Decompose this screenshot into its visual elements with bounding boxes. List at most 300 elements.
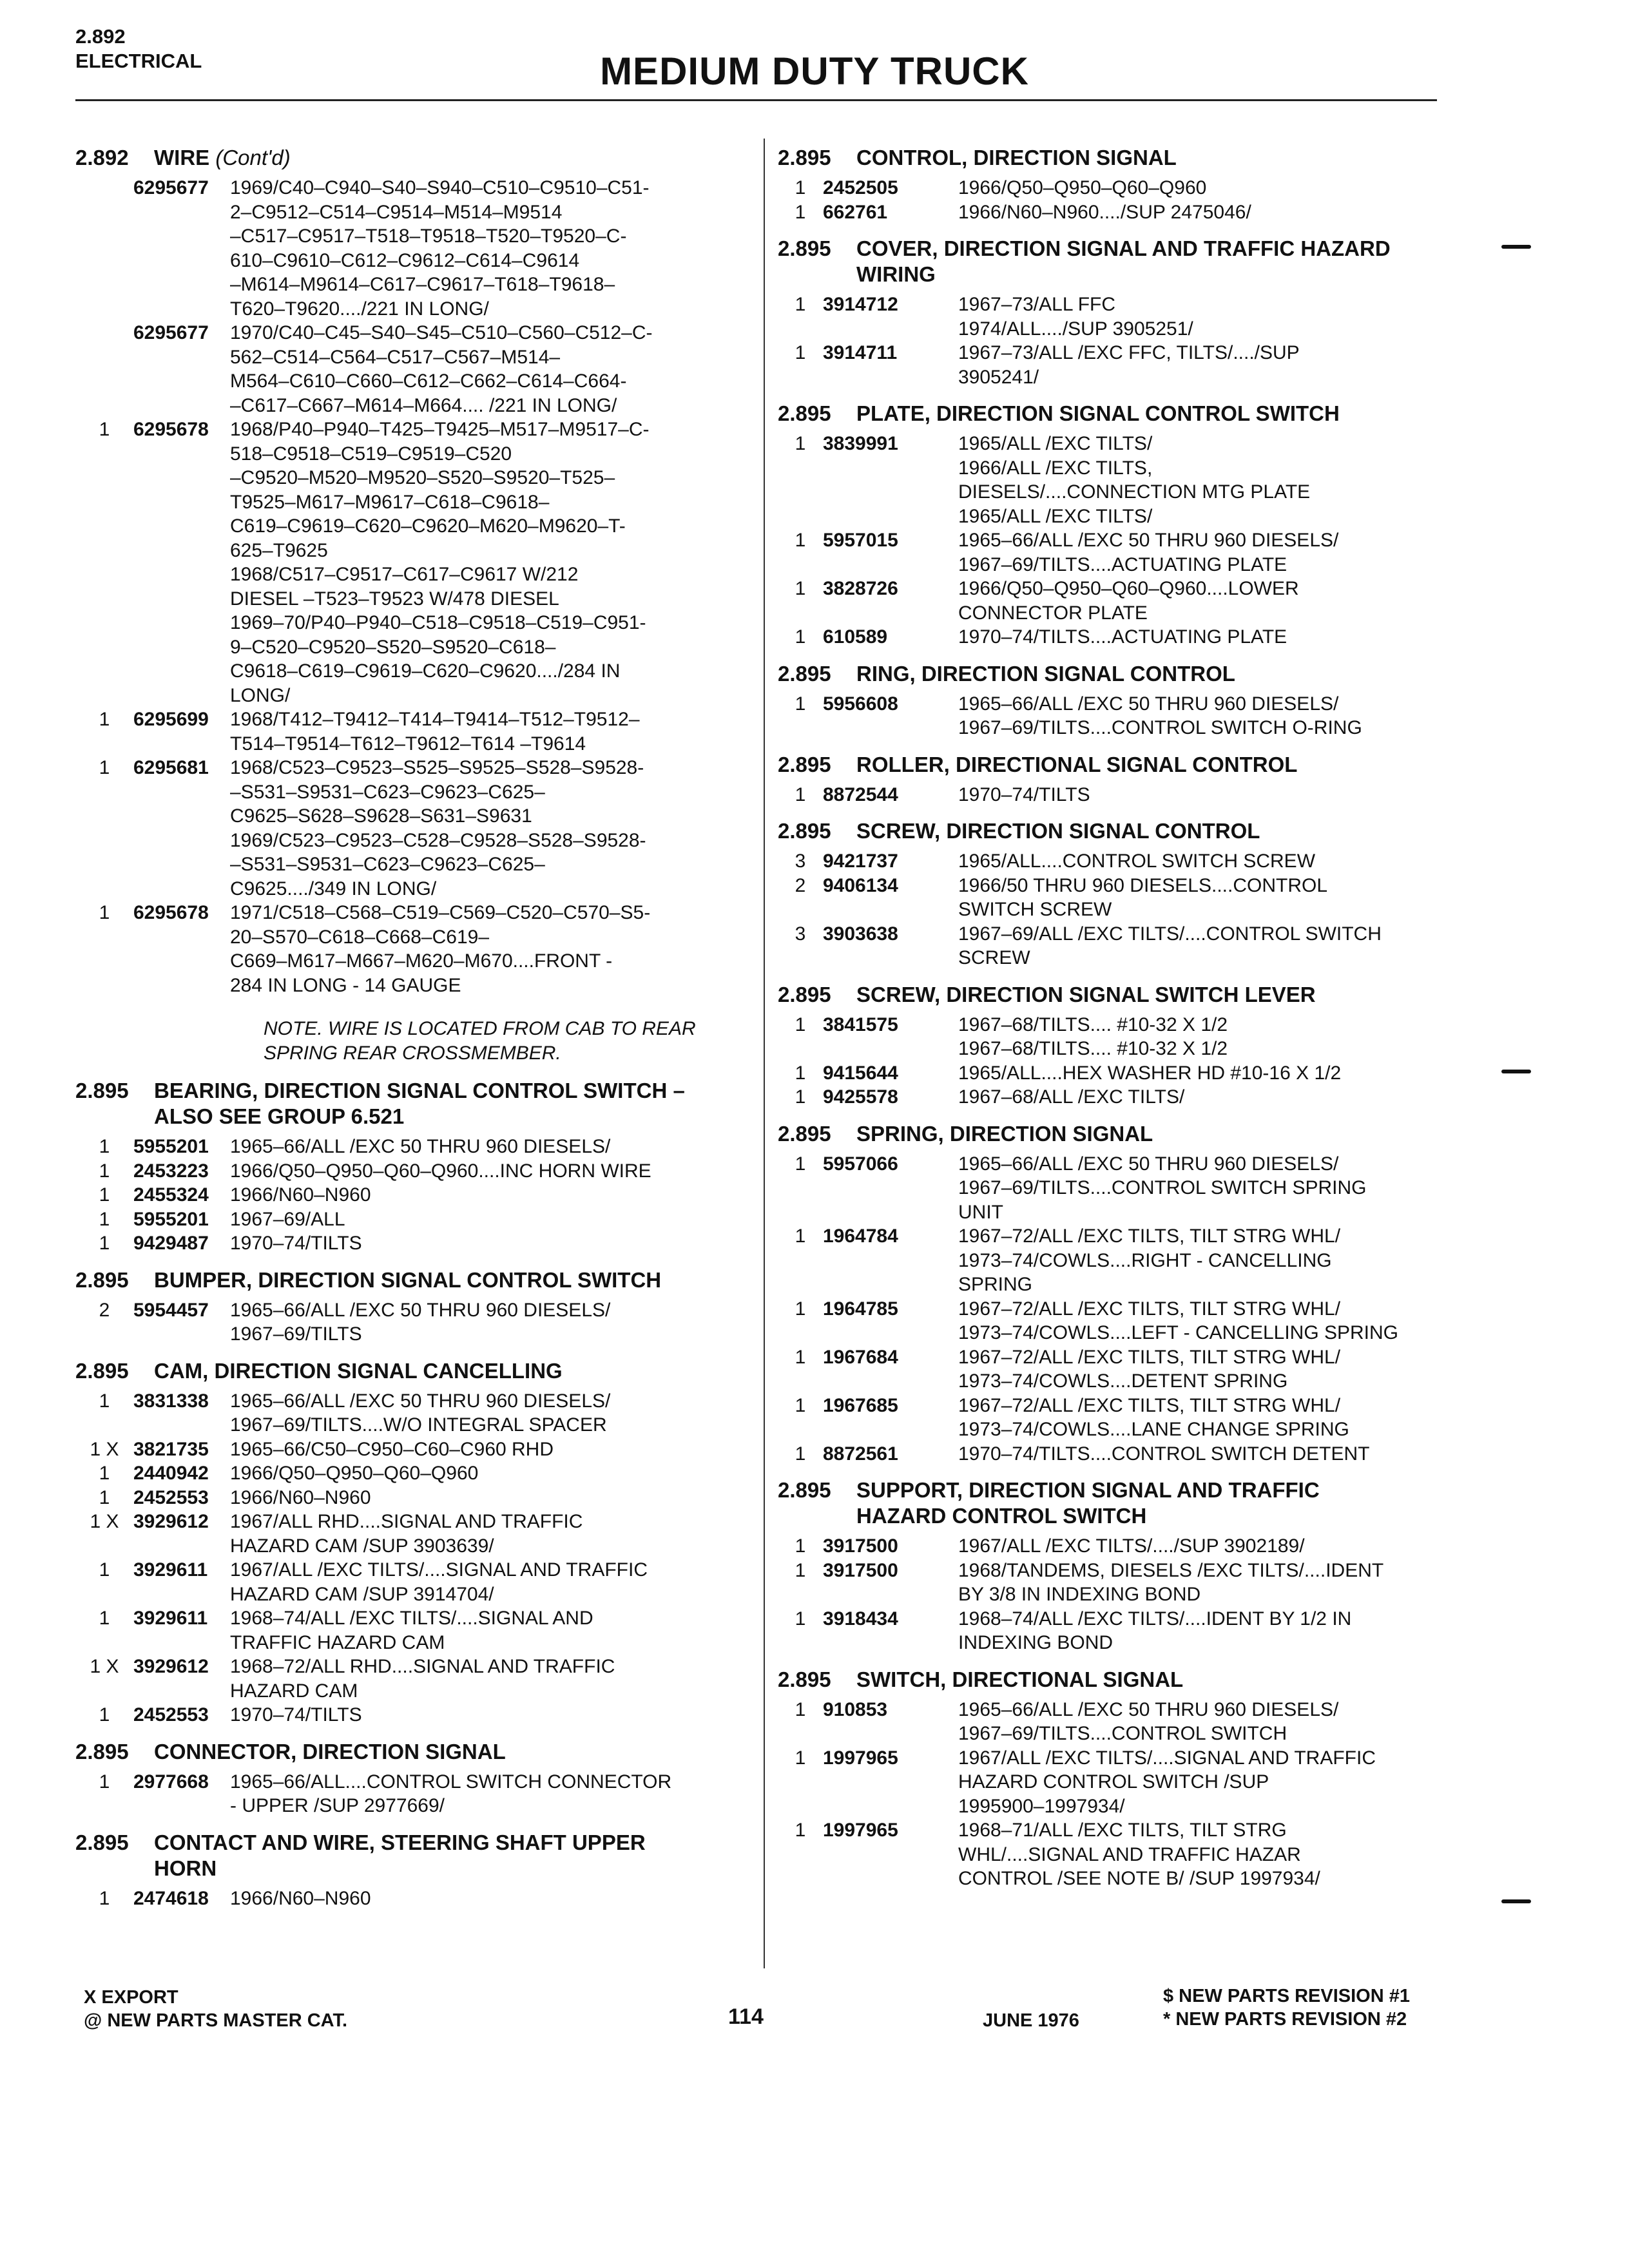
- part-application: 1968–71/ALL /EXC TILTS, TILT STRG WHL/....SIGNAL AND TRAFFIC HAZAR CONTROL /SEE NOTE B/ /SUP 1997934/: [958, 1820, 1320, 1889]
- column-divider: [764, 139, 765, 1968]
- part-number: 3839991: [823, 433, 898, 454]
- part-application: 1967–69/ALL /EXC TILTS/....CONTROL SWITCH SCREW: [958, 923, 1382, 968]
- section-title-text: SWITCH, DIRECTIONAL SIGNAL: [856, 1667, 1184, 1691]
- part-row: [778, 293, 1435, 341]
- part-number: 3821735: [133, 1438, 209, 1460]
- section-heading: [778, 1477, 1435, 1529]
- part-quantity: 1: [795, 1820, 806, 1841]
- part-row: [75, 1655, 752, 1703]
- part-row: [75, 1486, 752, 1510]
- part-quantity: 1: [99, 1463, 110, 1484]
- part-number: [133, 611, 230, 707]
- part-quantity: 1: [795, 433, 806, 454]
- section-heading: [778, 236, 1435, 287]
- part-quantity: 2: [99, 1299, 110, 1321]
- part-quantity: 1 X: [90, 1656, 119, 1677]
- part-application: 1966/50 THRU 960 DIESELS....CONTROL SWITCH SCREW: [958, 874, 1328, 920]
- part-row: [778, 625, 1435, 649]
- section-number: 2.895: [778, 1478, 831, 1502]
- part-number: 3929611: [133, 1559, 208, 1581]
- part-application: 1969/C40–C940–S40–S940–C510–C9510–C51- 2–C9512–C514–C9514–M514–M9514 –C517–C9517–T518–T9518–T520–T9520–C- 610–C9610–C612–C9612–C614–C9614 –M614–M9614–C617–C9617–T618–T9618– T620–T9620..../221 IN LONG/: [230, 177, 650, 320]
- parts-section: [778, 752, 1435, 807]
- part-application: 1965/ALL....HEX WASHER HD #10-16 X 1/2: [958, 1062, 1342, 1084]
- part-quantity: 1: [99, 902, 110, 923]
- part-number: 9421737: [823, 850, 898, 872]
- section-title-text: WIRE: [154, 146, 210, 169]
- part-application: 1967–72/ALL /EXC TILTS, TILT STRG WHL/ 1973–74/COWLS....LEFT - CANCELLING SPRING: [958, 1298, 1399, 1343]
- part-quantity: 1: [795, 201, 806, 223]
- part-row: [75, 562, 752, 611]
- part-number: 1997965: [823, 1747, 898, 1769]
- part-quantity: 1: [99, 419, 110, 440]
- part-quantity: [75, 176, 133, 321]
- part-quantity: 1: [795, 1014, 806, 1035]
- section-title: [856, 661, 1435, 687]
- part-number: 2452553: [133, 1486, 209, 1508]
- part-row: [75, 1135, 752, 1159]
- part-application: 1968/T412–T9412–T414–T9414–T512–T9512– T514–T9514–T612–T9612–T614 –T9614: [230, 709, 640, 754]
- part-number: 2474618: [133, 1887, 209, 1909]
- part-number: 1964784: [823, 1225, 898, 1247]
- section-title-text: SCREW, DIRECTION SIGNAL CONTROL: [856, 819, 1260, 843]
- part-number: 2977668: [133, 1771, 209, 1792]
- section-heading: [778, 752, 1435, 778]
- part-row: [75, 756, 752, 829]
- part-application: 1968–74/ALL /EXC TILTS/....IDENT BY 1/2 IN INDEXING BOND: [958, 1608, 1352, 1653]
- part-application: 1966/N60–N960: [230, 1184, 371, 1206]
- part-row: [75, 1558, 752, 1606]
- part-number: 3831338: [133, 1390, 209, 1412]
- section-note: NOTE. WIRE IS LOCATED FROM CAB TO REAR SPRING REAR CROSSMEMBER.: [264, 1018, 696, 1064]
- section-number: 2.895: [778, 752, 831, 776]
- part-number: 9425578: [823, 1086, 898, 1108]
- part-row: [75, 1770, 752, 1818]
- part-row: [778, 1534, 1435, 1559]
- part-number: 1967685: [823, 1394, 898, 1416]
- part-application: 1967–69/ALL: [230, 1208, 345, 1230]
- section-heading: [778, 982, 1435, 1008]
- section-number: 2.892: [75, 146, 129, 169]
- part-quantity: 1: [795, 693, 806, 715]
- part-row: [75, 321, 752, 418]
- footer-revision-1: $ NEW PARTS REVISION #1: [1163, 1986, 1410, 2006]
- part-quantity: 1: [795, 1535, 806, 1557]
- parts-section: [75, 1358, 752, 1727]
- part-application: 1967/ALL /EXC TILTS/....SIGNAL AND TRAFFIC HAZARD CAM /SUP 3914704/: [230, 1559, 648, 1605]
- part-application: 1967–73/ALL FFC 1974/ALL..../SUP 3905251/: [958, 294, 1193, 340]
- part-row: [778, 1152, 1435, 1225]
- part-quantity: 1: [99, 1559, 110, 1581]
- part-number: 5955201: [133, 1136, 209, 1157]
- part-row: [75, 1207, 752, 1232]
- parts-section: [75, 1739, 752, 1818]
- part-number: 6295677: [133, 177, 209, 198]
- part-number: 3917500: [823, 1535, 898, 1557]
- parts-section: [75, 1830, 752, 1911]
- part-application: 1968–74/ALL /EXC TILTS/....SIGNAL AND TRAFFIC HAZARD CAM: [230, 1608, 593, 1653]
- part-application: 1965/ALL....CONTROL SWITCH SCREW: [958, 850, 1316, 872]
- part-application: 1966/Q50–Q950–Q60–Q960....LOWER CONNECTOR PLATE: [958, 578, 1299, 624]
- part-quantity: 1: [795, 1346, 806, 1368]
- part-row: [778, 528, 1435, 577]
- part-application: 1970–74/TILTS: [958, 783, 1090, 805]
- part-quantity: 1: [99, 709, 110, 730]
- part-row: [778, 1394, 1435, 1442]
- section-title: [856, 1121, 1435, 1147]
- part-number: 1967684: [823, 1346, 898, 1368]
- part-quantity: 1: [99, 757, 110, 778]
- part-quantity: 1: [99, 1486, 110, 1508]
- part-application: 1970–74/TILTS: [230, 1704, 362, 1725]
- part-number: 3841575: [823, 1014, 898, 1035]
- part-number: 8872544: [823, 783, 898, 805]
- part-quantity: 1: [795, 1698, 806, 1720]
- part-row: [75, 1183, 752, 1207]
- part-row: [778, 200, 1435, 225]
- parts-section: [778, 145, 1435, 224]
- parts-section: [75, 145, 752, 1065]
- section-title: [856, 752, 1435, 778]
- part-application: 1968/C517–C9517–C617–C9617 W/212 DIESEL –T523–T9523 W/478 DIESEL: [230, 564, 579, 610]
- section-title: [856, 401, 1435, 427]
- section-title: [856, 1477, 1435, 1529]
- part-row: [778, 432, 1435, 528]
- section-title-text: BUMPER, DIRECTION SIGNAL CONTROL SWITCH: [154, 1267, 662, 1292]
- part-row: [75, 829, 752, 901]
- section-title-text: CAM, DIRECTION SIGNAL CANCELLING: [154, 1358, 563, 1383]
- part-row: [778, 1061, 1435, 1086]
- part-quantity: 1: [795, 1086, 806, 1108]
- part-number: 3828726: [823, 578, 898, 599]
- part-quantity: 1: [795, 342, 806, 363]
- section-number: 2.895: [75, 1358, 129, 1383]
- section-number: 2.895: [75, 1739, 129, 1763]
- section-heading: [778, 1121, 1435, 1147]
- part-quantity: 1: [795, 294, 806, 315]
- part-number: 8872561: [823, 1443, 898, 1465]
- part-row: [75, 1231, 752, 1256]
- section-title-text: RING, DIRECTION SIGNAL CONTROL: [856, 661, 1235, 686]
- section-title: [154, 1078, 752, 1129]
- part-number: 2452553: [133, 1704, 209, 1725]
- part-number: 5955201: [133, 1208, 209, 1230]
- section-number: 2.895: [75, 1267, 129, 1292]
- part-number: 6295681: [133, 757, 209, 778]
- parts-section: [778, 236, 1435, 389]
- section-title-text: CONNECTOR, DIRECTION SIGNAL: [154, 1739, 506, 1763]
- part-row: [778, 1698, 1435, 1746]
- part-quantity: 3: [795, 923, 806, 945]
- part-application: 1967–68/ALL /EXC TILTS/: [958, 1086, 1185, 1108]
- part-quantity: 1: [795, 1062, 806, 1084]
- section-title-text: ROLLER, DIRECTIONAL SIGNAL CONTROL: [856, 752, 1298, 776]
- part-number: 9406134: [823, 874, 898, 896]
- part-quantity: 2: [795, 874, 806, 896]
- section-number: 2.895: [75, 1830, 129, 1854]
- part-row: [778, 874, 1435, 922]
- section-title: [154, 1358, 752, 1384]
- section-title: [856, 145, 1435, 171]
- part-row: [75, 707, 752, 756]
- part-number: 6295677: [133, 322, 209, 343]
- part-application: 1965–66/ALL /EXC 50 THRU 960 DIESELS/ 1967–69/TILTS....ACTUATING PLATE: [958, 530, 1339, 575]
- parts-section: [778, 818, 1435, 970]
- section-title: [154, 1267, 752, 1293]
- part-quantity: 1: [795, 626, 806, 648]
- part-row: [75, 1389, 752, 1437]
- margin-revision-mark: [1501, 1899, 1531, 1903]
- part-quantity: 1: [795, 530, 806, 551]
- section-heading: [778, 818, 1435, 844]
- section-title: [856, 818, 1435, 844]
- part-number: 6295678: [133, 419, 209, 440]
- parts-section: [778, 1667, 1435, 1891]
- part-number: 6295678: [133, 902, 209, 923]
- parts-section: [778, 1477, 1435, 1655]
- part-row: [778, 1818, 1435, 1891]
- part-number: 9429487: [133, 1233, 209, 1254]
- part-quantity: 1: [795, 1747, 806, 1769]
- part-application: 1967–72/ALL /EXC TILTS, TILT STRG WHL/ 1973–74/COWLS....DETENT SPRING: [958, 1346, 1341, 1392]
- part-row: [75, 1461, 752, 1486]
- part-row: [778, 1085, 1435, 1110]
- header-divider: [75, 99, 1437, 101]
- part-quantity: 1: [99, 1771, 110, 1792]
- part-quantity: [75, 562, 133, 611]
- part-row: [75, 418, 752, 562]
- part-number: 5957015: [823, 530, 898, 551]
- part-application: 1971/C518–C568–C519–C569–C520–C570–S5- 20–S570–C618–C668–C619– C669–M617–M667–M620–M670....FRONT - 284 IN LONG - 14 GAUGE: [230, 902, 651, 996]
- part-quantity: [75, 611, 133, 707]
- part-quantity: 1: [795, 1153, 806, 1175]
- part-row: [75, 176, 752, 321]
- part-number: 3914711: [823, 342, 898, 363]
- section-heading: [75, 1830, 752, 1881]
- section-number: 2.895: [778, 401, 831, 425]
- part-application: 1969–70/P40–P940–C518–C9518–C519–C951- 9–C520–C9520–S520–S9520–C618– C9618–C619–C9619–C620–C9620..../284 IN LONG/: [230, 612, 646, 706]
- part-quantity: 1: [99, 1608, 110, 1629]
- section-number: 2.895: [778, 661, 831, 686]
- section-title-text: CONTACT AND WIRE, STEERING SHAFT UPPER HORN: [154, 1830, 646, 1880]
- footer-legend: [84, 1986, 347, 2032]
- part-number: [133, 562, 230, 611]
- part-application: 1967/ALL /EXC TILTS/..../SUP 3902189/: [958, 1535, 1305, 1557]
- part-quantity: 1: [795, 1225, 806, 1247]
- part-row: [75, 1159, 752, 1184]
- part-application: 1965–66/ALL....CONTROL SWITCH CONNECTOR - UPPER /SUP 2977669/: [230, 1771, 672, 1816]
- part-quantity: 1: [795, 783, 806, 805]
- part-quantity: 1 X: [90, 1511, 119, 1532]
- part-quantity: 1: [795, 578, 806, 599]
- section-heading: [75, 145, 752, 171]
- part-application: 1966/Q50–Q950–Q60–Q960: [230, 1463, 479, 1484]
- part-row: [778, 1013, 1435, 1061]
- part-number: 5956608: [823, 693, 898, 715]
- part-quantity: [75, 829, 133, 901]
- part-row: [75, 1887, 752, 1911]
- left-column: [75, 145, 752, 1922]
- right-column: [778, 145, 1435, 1903]
- section-title: [856, 1667, 1435, 1693]
- part-number: 1964785: [823, 1298, 898, 1320]
- section-number: 2.895: [778, 1121, 831, 1146]
- part-application: 1970–74/TILTS....ACTUATING PLATE: [958, 626, 1287, 648]
- part-application: 1967–72/ALL /EXC TILTS, TILT STRG WHL/ 1973–74/COWLS....LANE CHANGE SPRING: [958, 1394, 1349, 1440]
- part-quantity: 1: [99, 1160, 110, 1182]
- header-section-code: 2.892: [75, 25, 126, 48]
- part-application: 1965–66/ALL /EXC 50 THRU 960 DIESELS/ 1967–69/TILTS....CONTROL SWITCH SPRING UNIT: [958, 1153, 1367, 1223]
- part-number: 610589: [823, 626, 888, 648]
- part-number: 5954457: [133, 1299, 209, 1321]
- part-application: 1965–66/ALL /EXC 50 THRU 960 DIESELS/ 1967–69/TILTS....CONTROL SWITCH O-RING: [958, 693, 1362, 738]
- margin-revision-mark: [1501, 245, 1531, 249]
- part-number: 5957066: [823, 1153, 898, 1175]
- part-row: [75, 611, 752, 707]
- part-application: 1966/Q50–Q950–Q60–Q960....INC HORN WIRE: [230, 1160, 651, 1182]
- part-number: 2452505: [823, 177, 898, 198]
- margin-revision-mark: [1501, 1070, 1531, 1073]
- part-application: 1965–66/C50–C950–C60–C960 RHD: [230, 1438, 554, 1460]
- section-heading: [778, 145, 1435, 171]
- section-title: [154, 145, 752, 171]
- footer-date: JUNE 1976: [983, 2010, 1079, 2031]
- part-row: [778, 1559, 1435, 1607]
- section-title-text: BEARING, DIRECTION SIGNAL CONTROL SWITCH – ALSO SEE GROUP 6.521: [154, 1079, 685, 1128]
- part-row: [778, 1442, 1435, 1466]
- part-application: 1965–66/ALL /EXC 50 THRU 960 DIESELS/ 1967–69/TILTS: [230, 1299, 611, 1345]
- part-quantity: 1: [99, 1233, 110, 1254]
- part-quantity: [75, 321, 133, 418]
- part-quantity: 1: [99, 1208, 110, 1230]
- part-application: 1966/Q50–Q950–Q60–Q960: [958, 177, 1207, 198]
- section-title-text: SCREW, DIRECTION SIGNAL SWITCH LEVER: [856, 982, 1316, 1006]
- part-application: 1966/N60–N960: [230, 1486, 371, 1508]
- part-number: 3929612: [133, 1656, 209, 1677]
- part-number: 2453223: [133, 1160, 209, 1182]
- part-number: 3918434: [823, 1608, 898, 1629]
- part-row: [75, 1510, 752, 1558]
- part-application: 1968/C523–C9523–S525–S9525–S528–S9528- –S531–S9531–C623–C9623–C625– C9625–S628–S9628–S631–S9631: [230, 757, 644, 827]
- part-application: 1967–72/ALL /EXC TILTS, TILT STRG WHL/ 1973–74/COWLS....RIGHT - CANCELLING SPRING: [958, 1225, 1341, 1295]
- page-number: 114: [728, 2004, 764, 2029]
- parts-section: [778, 1121, 1435, 1466]
- part-application: 1970–74/TILTS: [230, 1233, 362, 1254]
- part-application: 1966/N60–N960..../SUP 2475046/: [958, 201, 1251, 223]
- part-row: [75, 1437, 752, 1462]
- part-application: 1965–66/ALL /EXC 50 THRU 960 DIESELS/ 1967–69/TILTS....CONTROL SWITCH: [958, 1698, 1339, 1744]
- section-number: 2.895: [778, 236, 831, 260]
- part-number: 3903638: [823, 923, 898, 945]
- section-heading: [75, 1358, 752, 1384]
- part-application: 1965–66/ALL /EXC 50 THRU 960 DIESELS/ 1967–69/TILTS....W/O INTEGRAL SPACER: [230, 1390, 611, 1436]
- part-row: [778, 922, 1435, 970]
- part-application: 1968–72/ALL RHD....SIGNAL AND TRAFFIC HAZARD CAM: [230, 1656, 615, 1702]
- part-quantity: 1: [795, 1559, 806, 1581]
- part-quantity: 1: [99, 1184, 110, 1206]
- part-row: [75, 1703, 752, 1727]
- part-number: [133, 829, 230, 901]
- part-application: 1970–74/TILTS....CONTROL SWITCH DETENT: [958, 1443, 1370, 1465]
- section-title-text: SUPPORT, DIRECTION SIGNAL AND TRAFFIC HAZARD CONTROL SWITCH: [856, 1478, 1320, 1528]
- footer-revision-2: * NEW PARTS REVISION #2: [1163, 2009, 1407, 2030]
- parts-section: [75, 1078, 752, 1256]
- part-quantity: 1 X: [90, 1438, 119, 1460]
- part-number: 662761: [823, 201, 888, 223]
- part-quantity: 1: [795, 177, 806, 198]
- part-quantity: 1: [99, 1704, 110, 1725]
- section-title-text: CONTROL, DIRECTION SIGNAL: [856, 146, 1177, 169]
- footer-export-legend: X EXPORT: [84, 1987, 178, 2008]
- part-application: 1967/ALL /EXC TILTS/....SIGNAL AND TRAFFIC HAZARD CONTROL SWITCH /SUP 1995900–1997934/: [958, 1747, 1376, 1817]
- section-number: 2.895: [778, 1667, 831, 1691]
- part-row: [75, 1606, 752, 1655]
- part-quantity: 3: [795, 850, 806, 872]
- part-quantity: 1: [795, 1394, 806, 1416]
- section-title: [154, 1739, 752, 1765]
- part-application: 1969/C523–C9523–C528–C9528–S528–S9528- –S531–S9531–C623–C9623–C625– C9625..../349 IN LONG/: [230, 829, 646, 899]
- section-title: [856, 236, 1435, 287]
- part-number: 3929612: [133, 1511, 209, 1532]
- part-application: 1965–66/ALL /EXC 50 THRU 960 DIESELS/: [230, 1136, 611, 1157]
- part-row: [778, 1746, 1435, 1819]
- part-number: 3914712: [823, 294, 898, 315]
- header-category: ELECTRICAL: [75, 50, 202, 72]
- part-number: 6295699: [133, 709, 209, 730]
- part-number: 2455324: [133, 1184, 209, 1206]
- part-number: 1997965: [823, 1820, 898, 1841]
- part-application: 1965/ALL /EXC TILTS/ 1966/ALL /EXC TILTS, DIESELS/....CONNECTION MTG PLATE 1965/ALL /EXC TILTS/: [958, 433, 1311, 527]
- part-row: [778, 849, 1435, 874]
- part-quantity: 1: [795, 1443, 806, 1465]
- section-heading: [778, 661, 1435, 687]
- part-row: [778, 1297, 1435, 1345]
- section-number: 2.895: [778, 146, 831, 169]
- continued-label: (Cont'd): [215, 146, 291, 169]
- section-heading: [75, 1267, 752, 1293]
- part-number: 3929611: [133, 1608, 208, 1629]
- section-number: 2.895: [75, 1079, 129, 1102]
- part-quantity: 1: [795, 1608, 806, 1629]
- parts-section: [778, 661, 1435, 740]
- section-title-text: SPRING, DIRECTION SIGNAL: [856, 1121, 1153, 1146]
- parts-section: [75, 1267, 752, 1347]
- part-row: [778, 176, 1435, 200]
- part-application: 1968/TANDEMS, DIESELS /EXC TILTS/....IDENT BY 3/8 IN INDEXING BOND: [958, 1559, 1384, 1605]
- parts-section: [778, 982, 1435, 1110]
- section-number: 2.895: [778, 819, 831, 843]
- part-row: [75, 1298, 752, 1347]
- part-row: [778, 783, 1435, 807]
- part-row: [75, 901, 752, 997]
- part-quantity: 1: [99, 1136, 110, 1157]
- part-row: [778, 1607, 1435, 1655]
- footer-master-legend: @ NEW PARTS MASTER CAT.: [84, 2010, 348, 2031]
- section-title-text: COVER, DIRECTION SIGNAL AND TRAFFIC HAZARD WIRING: [856, 236, 1391, 286]
- part-quantity: 1: [99, 1887, 110, 1909]
- section-number: 2.895: [778, 982, 831, 1006]
- section-heading: [778, 401, 1435, 427]
- section-title: [856, 982, 1435, 1008]
- part-application: 1967–73/ALL /EXC FFC, TILTS/..../SUP 3905241/: [958, 342, 1300, 388]
- part-application: 1970/C40–C45–S40–S45–C510–C560–C512–C- 562–C514–C564–C517–C567–M514– M564–C610–C660–C612–C662–C614–C664- –C617–C667–M614–M664.... /221 IN LONG/: [230, 322, 653, 416]
- part-number: 2440942: [133, 1463, 209, 1484]
- part-number: 3917500: [823, 1559, 898, 1581]
- part-row: [778, 1345, 1435, 1394]
- part-application: 1967–68/TILTS.... #10-32 X 1/2 1967–68/TILTS.... #10-32 X 1/2: [958, 1014, 1228, 1059]
- footer-revisions: [1163, 1984, 1410, 2031]
- part-quantity: 1: [795, 1298, 806, 1320]
- section-title: [154, 1830, 752, 1881]
